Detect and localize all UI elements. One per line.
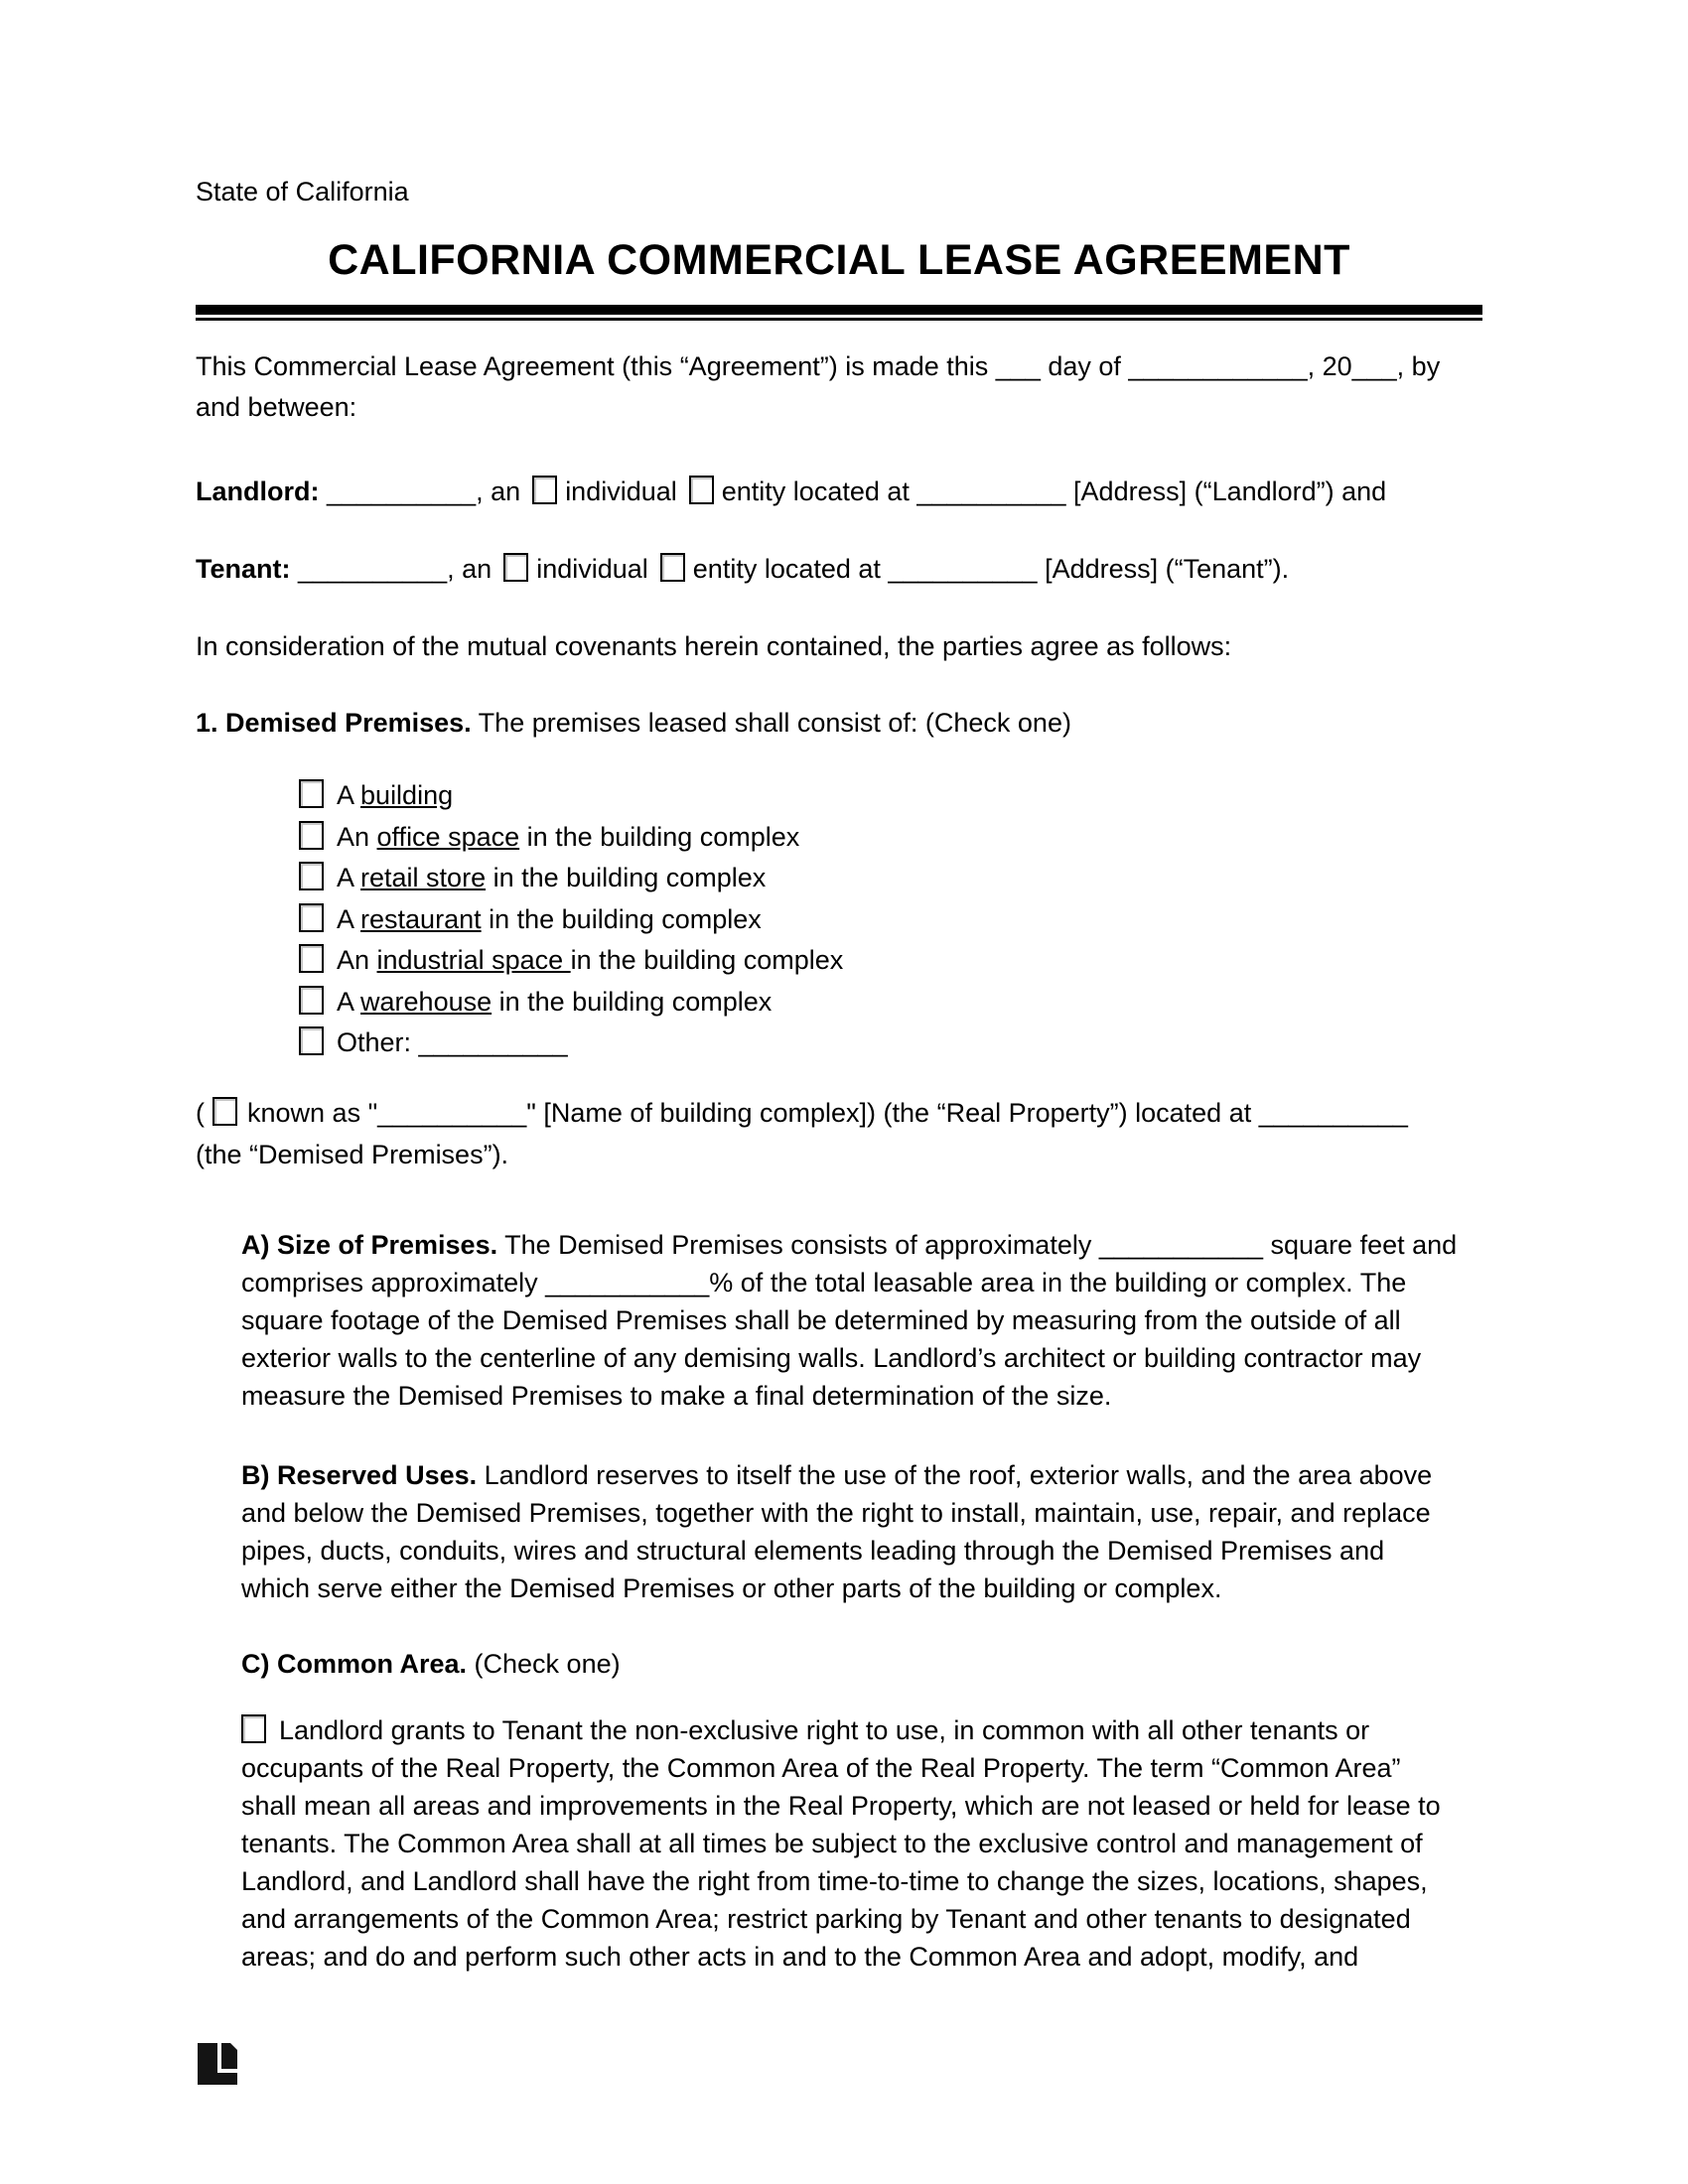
consideration-paragraph: In consideration of the mutual covenants herein contained, the parties agree as follows: (196, 631, 1232, 661)
section-a-text: The Demised Premises consists of approximately ___________ square feet and (497, 1230, 1458, 1260)
section-b-heading: B) Reserved Uses. (241, 1460, 478, 1490)
option-prefix: An (337, 821, 377, 852)
premises-options-list (299, 775, 1391, 1064)
section-c-heading-suffix: (Check one) (467, 1649, 621, 1679)
tenant-individual-checkbox[interactable] (503, 553, 528, 582)
divider-thin-bar (196, 318, 1482, 321)
landlord-line (196, 473, 1482, 510)
section-b-line-2: and below the Demised Premises, together with the right to install, maintain, use, repair, and replace (241, 1498, 1431, 1528)
common-area-line-5: Landlord, and Landlord shall have the right from time-to-time to change the sizes, locations, shapes, (241, 1866, 1428, 1896)
office-space-checkbox[interactable] (299, 821, 324, 850)
common-area-option-paragraph (241, 1711, 1482, 1976)
option-term: industrial space (376, 945, 571, 975)
intro-line-1: This Commercial Lease Agreement (this “Agreement”) is made this ___ day of ____________, 20___, by (196, 351, 1441, 381)
section-1-heading (196, 704, 1482, 742)
option-prefix: Other: (337, 1027, 419, 1057)
section-a-line-4: exterior walls to the centerline of any demising walls. Landlord’s architect or building contractor may (241, 1343, 1422, 1373)
option-suffix: in the building complex (486, 863, 767, 892)
option-suffix: in the building complex (519, 821, 800, 852)
option-prefix: A (337, 780, 361, 810)
option-suffix: in the building complex (481, 903, 762, 934)
section-a-line-3: square footage of the Demised Premises shall be determined by measuring from the outside of all (241, 1305, 1401, 1335)
section-b-paragraph (241, 1456, 1482, 1607)
section-a-line-2: comprises approximately ___________% of the total leasable area in the building or complex. The (241, 1268, 1407, 1297)
option-suffix: in the building complex (492, 986, 773, 1017)
tenant-name-blank: __________, an (290, 554, 492, 584)
retail-store-checkbox[interactable] (299, 862, 324, 890)
known-as-checkbox[interactable] (212, 1097, 237, 1126)
landlord-name-blank: __________, an (319, 477, 521, 506)
section-a-paragraph (241, 1226, 1482, 1415)
section-a-heading: A) Size of Premises. (241, 1230, 498, 1260)
section-c-heading-line (241, 1645, 1482, 1683)
building-checkbox[interactable] (299, 779, 324, 808)
option-suffix: in the building complex (570, 945, 844, 975)
option-prefix: An (337, 945, 377, 975)
intro-line-2: and between: (196, 392, 357, 422)
section-b-line-1 (241, 1456, 1482, 1494)
option-term: retail store (360, 863, 487, 892)
tenant-line (196, 550, 1482, 588)
landlord-entity-text: entity located at __________ [Address] (“Landlord”) and (721, 477, 1387, 506)
logo-icon (198, 2043, 237, 2085)
tenant-label: Tenant: (196, 554, 291, 584)
option-term: office space (376, 821, 520, 852)
other-blank: __________ (418, 1027, 568, 1057)
industrial-space-checkbox[interactable] (299, 944, 324, 973)
option-other (299, 1023, 1391, 1064)
option-prefix: A (337, 863, 361, 892)
state-label: State of California (196, 177, 409, 206)
landlord-individual-label: individual (565, 477, 677, 506)
section-1-number: 1. Demised Premises. (196, 708, 472, 738)
option-warehouse (299, 982, 1391, 1024)
section-c-heading: C) Common Area. (241, 1649, 468, 1679)
known-as-line-2: (the “Demised Premises”). (196, 1140, 509, 1169)
option-retail-store (299, 858, 1391, 899)
common-area-line-3: shall mean all areas and improvements in the Real Property, which are not leased or held for lease to (241, 1791, 1441, 1821)
section-b-line-4: which serve either the Demised Premises or other parts of the building or complex. (241, 1573, 1222, 1603)
legal-templates-logo (198, 2043, 237, 2085)
option-term: warehouse (360, 986, 492, 1017)
section-b-text: Landlord reserves to itself the use of the roof, exterior walls, and the area above (477, 1460, 1433, 1490)
option-industrial-space (299, 940, 1391, 982)
intro-paragraph (196, 346, 1482, 428)
other-checkbox[interactable] (299, 1026, 324, 1055)
open-paren: ( (196, 1098, 205, 1128)
option-term: building (360, 780, 454, 810)
tenant-individual-label: individual (536, 554, 648, 584)
common-area-line-4: tenants. The Common Area shall at all times be subject to the exclusive control and management of (241, 1829, 1423, 1858)
option-office-space (299, 817, 1391, 859)
divider-thick-bar (196, 305, 1482, 315)
landlord-label: Landlord: (196, 477, 320, 506)
landlord-individual-checkbox[interactable] (532, 476, 557, 504)
landlord-entity-checkbox[interactable] (689, 476, 714, 504)
restaurant-checkbox[interactable] (299, 903, 324, 932)
common-area-line-6: and arrangements of the Common Area; restrict parking by Tenant and other tenants to designated (241, 1904, 1411, 1934)
option-prefix: A (337, 986, 361, 1017)
known-as-text: known as "__________" [Name of building complex]) (the “Real Property”) located at __________ (247, 1098, 1408, 1128)
page-title: CALIFORNIA COMMERCIAL LEASE AGREEMENT (328, 236, 1350, 284)
common-area-text: Landlord grants to Tenant the non-exclusive right to use, in common with all other tenants or (279, 1715, 1370, 1745)
option-prefix: A (337, 903, 361, 934)
section-b-line-3: pipes, ducts, conduits, wires and structural elements leading through the Demised Premises and (241, 1536, 1385, 1566)
option-restaurant (299, 899, 1391, 941)
tenant-entity-checkbox[interactable] (660, 553, 685, 582)
common-area-line-2: occupants of the Real Property, the Common Area of the Real Property. The term “Common Area” (241, 1753, 1401, 1783)
option-term: restaurant (360, 903, 482, 934)
tenant-entity-text: entity located at __________ [Address] (“Tenant”). (692, 554, 1290, 584)
section-1-text: The premises leased shall consist of: (Check one) (471, 708, 1071, 738)
common-area-checkbox[interactable] (241, 1714, 266, 1743)
option-building (299, 775, 1391, 817)
common-area-line-7: areas; and do and perform such other acts in and to the Common Area and adopt, modify, and (241, 1942, 1359, 1972)
known-as-line-1 (196, 1092, 1482, 1134)
section-a-line-1 (241, 1226, 1482, 1264)
known-as-paragraph (196, 1092, 1482, 1175)
common-area-line-1 (241, 1711, 1482, 1749)
section-a-line-5: measure the Demised Premises to make a final determination of the size. (241, 1381, 1112, 1411)
warehouse-checkbox[interactable] (299, 986, 324, 1015)
